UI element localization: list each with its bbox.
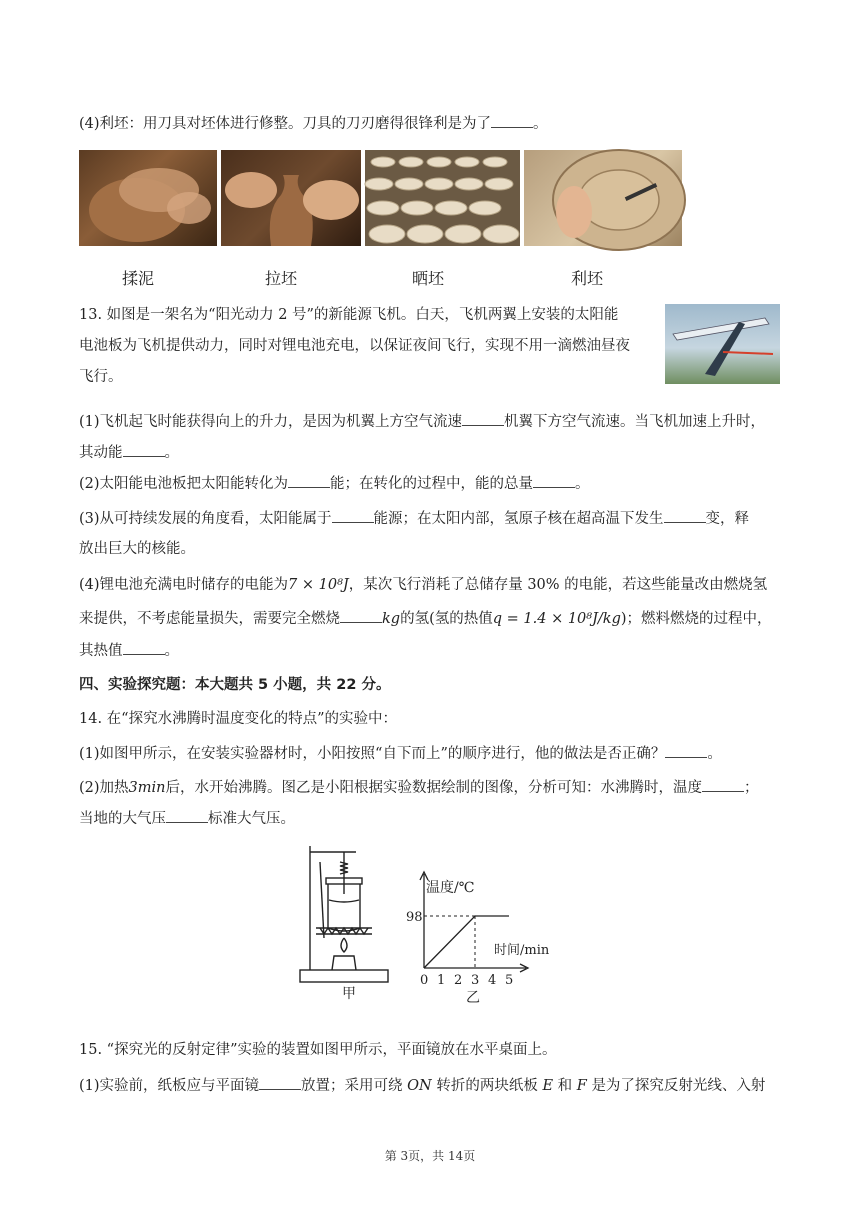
q13-part2: (2)太阳能电池板把太阳能转化为 能；在转化的过程中，能的总量 。 bbox=[79, 473, 590, 494]
answer-blank bbox=[166, 808, 208, 823]
q13-stem-line2: 电池板为飞机提供动力，同时对锂电池充电，以保证夜间飞行，实现不用一滴燃油昼夜 bbox=[79, 338, 630, 354]
q15-part1: (1)实验前，纸板应与平面镜 放置；采用可绕 ON 转折的两块纸板 E 和 F 是为了探究反射光线、入射 bbox=[79, 1075, 765, 1096]
answer-blank bbox=[533, 473, 575, 488]
q13-part3-cont: 放出巨大的核能。 bbox=[79, 541, 195, 557]
x-tick-label: 5 bbox=[505, 973, 514, 988]
trimming-photo bbox=[524, 150, 682, 246]
answer-blank bbox=[123, 640, 165, 655]
q13-part4-cont: 来提供，不考虑能量损失，需要完全燃烧 kg的氢(氢的热值q = 1.4 × 10⁸J/kg)；燃料燃烧的过程中， bbox=[79, 608, 772, 629]
q13-part1-cont: 其动能 。 bbox=[79, 442, 179, 463]
answer-blank bbox=[340, 608, 382, 623]
x-tick-label: 0 bbox=[420, 973, 429, 988]
q13-part1: (1)飞机起飞时能获得向上的升力，是因为机翼上方空气流速 机翼下方空气流速。当飞机加速上升时， bbox=[79, 411, 765, 432]
q14-part2: (2)加热3min后，水开始沸腾。图乙是小阳根据实验数据绘制的图像，分析可知：水沸腾时，温度 ； bbox=[79, 777, 759, 798]
q13-part4-end: 其热值 。 bbox=[79, 640, 179, 661]
q13-part4: (4)锂电池充满电时储存的电能为7 × 10⁸J，某次飞行消耗了总储存量 30% 的电能，若这些能量改由燃烧氢 bbox=[79, 577, 768, 593]
solar-plane-photo bbox=[665, 304, 780, 384]
q14-stem: 14. 在“探究水沸腾时温度变化的特点”的实验中： bbox=[79, 711, 397, 727]
answer-blank bbox=[288, 473, 330, 488]
x-tick-label: 3 bbox=[471, 973, 480, 988]
answer-blank bbox=[665, 743, 707, 758]
boiling-apparatus-diagram bbox=[296, 842, 396, 1002]
answer-blank bbox=[462, 411, 504, 426]
q14-part2-cont: 当地的大气压 标准大气压。 bbox=[79, 808, 295, 829]
drying-bowls-photo bbox=[365, 150, 520, 246]
q13-stem-line1: 13. 如图是一架名为“阳光动力 2 号”的新能源飞机。白天，飞机两翼上安装的太阳能 bbox=[79, 307, 619, 323]
x-tick-label: 1 bbox=[437, 973, 446, 988]
y-tick-98: 98 bbox=[406, 910, 423, 925]
caption-kneading: 揉泥 bbox=[122, 269, 155, 288]
answer-blank bbox=[259, 1075, 301, 1090]
answer-blank bbox=[332, 508, 374, 523]
x-tick-label: 2 bbox=[454, 973, 463, 988]
answer-blank bbox=[664, 508, 706, 523]
q12-item4: (4)利坯：用刀具对坯体进行修整。刀具的刀刃磨得很锋利是为了 。 bbox=[79, 113, 548, 134]
kneading-clay-photo bbox=[79, 150, 217, 246]
figure-b-label: 乙 bbox=[466, 990, 480, 1006]
answer-blank bbox=[123, 442, 165, 457]
y-axis-label: 温度/℃ bbox=[426, 880, 475, 896]
figure-a-label: 甲 bbox=[342, 986, 356, 1002]
caption-trimming: 利坯 bbox=[571, 269, 604, 288]
x-tick-label: 4 bbox=[488, 973, 497, 988]
temperature-curve bbox=[424, 916, 509, 968]
throwing-pot-photo bbox=[221, 150, 361, 246]
q13-part3: (3)从可持续发展的角度看，太阳能属于 能源；在太阳内部，氢原子核在超高温下发生 变，释 bbox=[79, 508, 749, 529]
q14-part1: (1)如图甲所示，在安装实验器材时，小阳按照“自下而上”的顺序进行，他的做法是否正确？ 。 bbox=[79, 743, 722, 764]
caption-drying: 晒坯 bbox=[412, 269, 445, 288]
section-heading: 四、实验探究题：本大题共 5 小题，共 22 分。 bbox=[79, 677, 391, 693]
q13-stem-line3: 飞行。 bbox=[79, 369, 123, 385]
page-footer: 第 3页，共 14页 bbox=[384, 1149, 476, 1163]
temperature-time-chart bbox=[408, 866, 578, 1006]
q15-stem: 15. “探究光的反射定律”实验的装置如图甲所示，平面镜放在水平桌面上。 bbox=[79, 1042, 557, 1058]
caption-throwing: 拉坯 bbox=[265, 269, 298, 288]
answer-blank bbox=[491, 113, 533, 128]
answer-blank bbox=[702, 777, 744, 792]
x-axis-label: 时间/min bbox=[494, 943, 550, 958]
